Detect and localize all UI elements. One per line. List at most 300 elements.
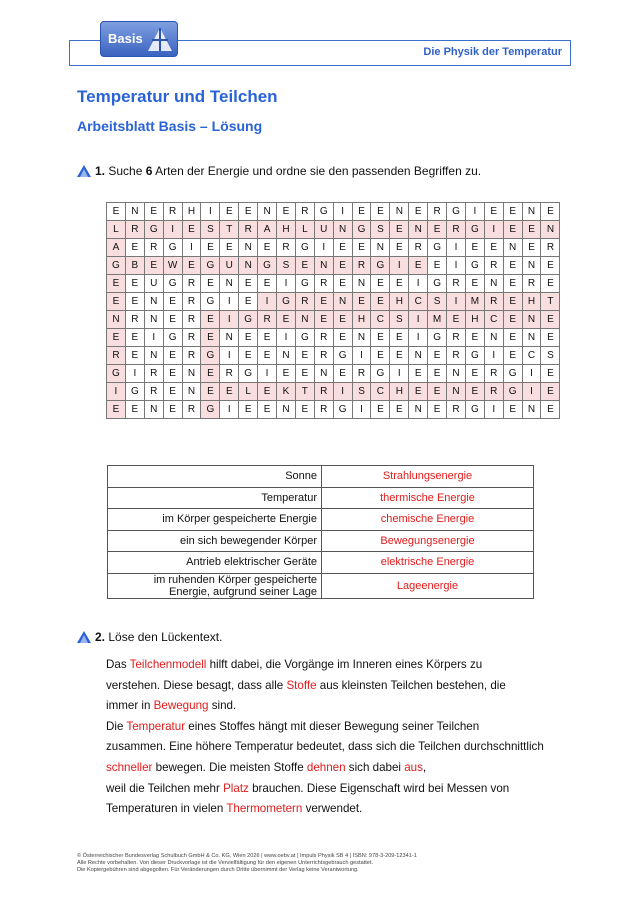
grid-row [107,203,560,221]
grid-cell: E [107,401,126,419]
grid-cell: E [371,275,390,293]
grid-cell: G [277,293,296,311]
cloze-answer: Platz [223,781,249,795]
grid-cell: E [522,221,541,239]
matching-term: Temperatur [108,487,322,509]
grid-cell: G [163,329,182,347]
grid-cell: E [541,365,560,383]
grid-cell: E [144,203,163,221]
grid-cell: E [428,365,447,383]
cloze-text-segment: aus kleinsten Teilchen bestehen, die [316,678,506,692]
grid-row [107,293,560,311]
grid-cell: N [144,293,163,311]
grid-cell: E [239,293,258,311]
grid-cell: E [409,383,428,401]
grid-cell: G [107,257,126,275]
grid-row [107,401,560,419]
grid-cell: I [352,347,371,365]
grid-cell: G [428,275,447,293]
grid-cell: G [465,221,484,239]
grid-cell: E [201,383,220,401]
grid-cell: N [333,293,352,311]
grid-cell: E [428,257,447,275]
grid-cell: I [258,293,277,311]
cloze-answer: Bewegung [153,699,209,713]
grid-cell: E [465,239,484,257]
grid-cell: E [107,293,126,311]
matching-answer: Lageenergie [322,573,534,598]
grid-cell: S [352,383,371,401]
grid-cell: N [371,239,390,257]
grid-cell: E [503,293,522,311]
grid-cell: E [277,311,296,329]
grid-cell: M [428,311,447,329]
grid-cell: E [295,401,314,419]
grid-cell: N [333,221,352,239]
footer-line: Alle Rechte vorbehalten. Von dieser Druckvorlage ist die Vervielfältigung für den eigenen Unterrichtsgebrauch gestattet. [77,860,374,866]
grid-cell: H [352,311,371,329]
cloze-answer: Temperatur [126,719,186,733]
grid-cell: G [163,275,182,293]
grid-cell: C [409,293,428,311]
grid-cell: R [447,401,466,419]
page-subtitle: Arbeitsblatt Basis – Lösung [77,118,263,134]
grid-cell: C [371,383,390,401]
grid-cell: R [258,311,277,329]
grid-cell: I [277,275,296,293]
grid-cell: I [484,221,503,239]
grid-cell: I [484,401,503,419]
grid-cell: E [541,257,560,275]
grid-cell: I [447,257,466,275]
grid-cell: I [220,293,239,311]
grid-cell: N [352,275,371,293]
grid-cell: G [239,311,258,329]
grid-cell: L [239,383,258,401]
footer-line: © Österreichischer Bundesverlag Schulbuch GmbH & Co. KG, Wien 2026 | www.oebv.at | Impuls Physik SB 4 | ISBN: 978-3-209-12341-1 [77,853,417,859]
grid-cell: I [277,329,296,347]
task-triangle-icon [77,631,91,643]
matching-term: im ruhenden Körper gespeicherte Energie, aufgrund seiner Lage [108,573,322,598]
grid-cell: E [239,275,258,293]
grid-cell: G [144,221,163,239]
grid-cell: L [295,221,314,239]
page-title: Temperatur und Teilchen [77,87,278,106]
grid-cell: R [484,383,503,401]
grid-cell: E [182,257,201,275]
grid-cell: E [522,239,541,257]
grid-cell: E [371,203,390,221]
grid-cell: E [163,383,182,401]
grid-cell: E [239,347,258,365]
grid-cell: R [314,275,333,293]
matching-answer: chemische Energie [322,509,534,531]
grid-cell: R [144,383,163,401]
matching-term: Antrieb elektrischer Geräte [108,552,322,574]
grid-cell: E [409,203,428,221]
grid-row [107,383,560,401]
grid-cell: G [333,347,352,365]
grid-cell: N [125,203,144,221]
grid-cell: E [295,365,314,383]
grid-cell: G [465,401,484,419]
basis-logo [100,21,178,57]
grid-cell: E [125,293,144,311]
grid-cell: I [390,257,409,275]
grid-cell: I [201,203,220,221]
grid-cell: I [314,239,333,257]
grid-cell: E [333,329,352,347]
grid-cell: E [125,347,144,365]
grid-cell: I [484,347,503,365]
grid-cell: N [447,365,466,383]
cloze-text-segment: verwendet. [302,802,363,816]
grid-cell: E [333,239,352,257]
cloze-line [106,717,576,738]
cloze-text-segment: weil die Teilchen mehr [106,781,224,795]
grid-cell: E [465,365,484,383]
grid-cell: E [314,311,333,329]
grid-cell: E [447,311,466,329]
grid-cell: R [182,347,201,365]
grid-cell: E [201,239,220,257]
grid-cell: E [125,239,144,257]
grid-cell: E [390,401,409,419]
grid-cell: E [503,329,522,347]
grid-cell: N [220,275,239,293]
grid-cell: E [258,329,277,347]
cloze-answer: aus [404,760,423,774]
grid-cell: E [352,203,371,221]
grid-cell: N [107,311,126,329]
grid-cell: N [409,221,428,239]
grid-cell: T [220,221,239,239]
grid-cell: N [352,329,371,347]
grid-cell: G [163,239,182,257]
grid-cell: N [541,221,560,239]
grid-cell: E [239,401,258,419]
grid-cell: E [371,401,390,419]
grid-cell: E [163,401,182,419]
matching-answer: Strahlungsenergie [322,466,534,488]
grid-cell: I [144,329,163,347]
grid-cell: N [447,383,466,401]
grid-cell: N [503,239,522,257]
grid-cell: R [163,203,182,221]
grid-cell: E [258,383,277,401]
grid-cell: R [182,275,201,293]
grid-cell: S [201,221,220,239]
grid-cell: E [258,275,277,293]
grid-cell: I [125,365,144,383]
grid-cell: I [522,365,541,383]
grid-cell: N [522,203,541,221]
grid-cell: S [541,347,560,365]
grid-cell: E [390,275,409,293]
matching-term: Sonne [108,466,322,488]
grid-cell: E [258,239,277,257]
grid-cell: I [333,383,352,401]
grid-cell: E [333,275,352,293]
cloze-line [106,676,576,697]
grid-cell: E [125,401,144,419]
grid-cell: G [465,347,484,365]
grid-cell: G [201,293,220,311]
grid-cell: G [371,257,390,275]
grid-cell: S [390,311,409,329]
grid-row [107,311,560,329]
matching-row [108,509,534,531]
grid-cell: R [239,221,258,239]
grid-cell: G [428,329,447,347]
grid-cell: E [201,365,220,383]
matching-table [107,465,534,599]
grid-cell: G [352,221,371,239]
matching-row [108,466,534,488]
grid-cell: N [409,347,428,365]
grid-cell: E [484,239,503,257]
grid-cell: N [409,401,428,419]
grid-cell: E [428,383,447,401]
grid-cell: N [314,365,333,383]
grid-cell: G [201,401,220,419]
grid-cell: R [314,329,333,347]
grid-cell: R [277,239,296,257]
grid-cell: E [428,401,447,419]
grid-cell: N [277,401,296,419]
cloze-line [106,799,576,820]
grid-cell: E [144,257,163,275]
grid-cell: A [107,239,126,257]
grid-cell: N [484,275,503,293]
cloze-text-segment: , [422,760,427,774]
cloze-text-segment: brauchen. Diese Eigenschaft wird bei Messen von [248,781,510,795]
grid-cell: E [371,347,390,365]
grid-row [107,257,560,275]
grid-cell: R [125,311,144,329]
grid-cell: R [409,239,428,257]
cloze-text-segment: Das [106,658,130,671]
word-search-grid [106,202,560,419]
grid-cell: I [220,311,239,329]
grid-cell: N [522,329,541,347]
grid-cell: E [314,293,333,311]
grid-row [107,347,560,365]
grid-cell: N [182,365,201,383]
grid-cell: U [144,275,163,293]
grid-cell: E [503,401,522,419]
grid-cell: E [503,221,522,239]
matching-answer: Bewegungsenergie [322,530,534,552]
grid-cell: E [258,401,277,419]
matching-answer: thermische Energie [322,487,534,509]
grid-row [107,239,560,257]
grid-cell: E [484,203,503,221]
grid-cell: R [220,365,239,383]
grid-cell: R [352,257,371,275]
grid-cell: I [107,383,126,401]
cloze-text-segment: eines Stoffes hängt mit dieser Bewegung seiner Teilchen [185,719,480,733]
matching-row [108,573,534,598]
matching-row [108,487,534,509]
grid-cell: E [503,347,522,365]
grid-cell: G [295,329,314,347]
grid-cell: E [409,257,428,275]
cloze-text-segment: hilft dabei, die Vorgänge im Inneren eines Körpers zu [206,658,483,671]
grid-cell: T [295,383,314,401]
task-number: 1. [95,164,106,178]
grid-cell: R [522,275,541,293]
grid-cell: E [125,329,144,347]
grid-cell: E [220,383,239,401]
task-2 [77,630,222,644]
grid-cell: E [503,257,522,275]
grid-cell: E [295,257,314,275]
grid-cell: E [409,365,428,383]
grid-cell: E [163,311,182,329]
grid-cell: U [314,221,333,239]
grid-cell: G [201,257,220,275]
grid-cell: G [503,383,522,401]
task-number: 2. [95,630,106,644]
grid-cell: N [484,329,503,347]
cloze-line [106,737,576,758]
grid-cell: R [144,365,163,383]
grid-cell: R [484,293,503,311]
grid-cell: G [314,203,333,221]
grid-cell: M [465,293,484,311]
grid-cell: E [333,365,352,383]
grid-cell: I [447,293,466,311]
grid-cell: E [390,347,409,365]
grid-cell: N [258,203,277,221]
matching-row [108,530,534,552]
grid-cell: W [163,257,182,275]
grid-cell: E [428,221,447,239]
cloze-line [106,655,576,676]
task-triangle-icon [77,165,91,177]
grid-cell: N [295,311,314,329]
grid-cell: E [220,239,239,257]
grid-cell: I [352,401,371,419]
grid-cell: N [239,239,258,257]
grid-cell: N [314,257,333,275]
grid-cell: E [541,329,560,347]
grid-cell: E [390,221,409,239]
cloze-answer: Stoffe [286,678,317,692]
grid-cell: I [182,239,201,257]
grid-cell: G [201,347,220,365]
grid-cell: R [484,365,503,383]
grid-cell: G [295,275,314,293]
grid-cell: N [144,401,163,419]
cloze-answer: schneller [106,760,153,774]
task-text-after: Arten der Energie und ordne sie den passenden Begriffen zu. [152,164,482,178]
grid-cell: R [295,293,314,311]
grid-cell: E [201,311,220,329]
grid-cell: S [277,257,296,275]
footer-line: Die Kopiergebühren sind abgegolten. Für Veränderungen durch Dritte übernimmt der Verlag keine Verantwortung. [77,867,359,873]
grid-cell: R [447,275,466,293]
grid-cell: E [239,203,258,221]
grid-row [107,221,560,239]
grid-cell: I [258,365,277,383]
matching-answer: elektrische Energie [322,552,534,574]
grid-cell: G [465,257,484,275]
grid-cell: E [107,329,126,347]
grid-cell: R [144,239,163,257]
header-title: Die Physik der Temperatur [423,46,562,58]
footer [77,853,417,874]
cloze-text-segment: zusammen. Eine höhere Temperatur bedeutet, dass sich die Teilchen durchschnittlich [106,740,544,754]
grid-cell: I [390,365,409,383]
grid-cell: R [182,311,201,329]
grid-cell: R [314,401,333,419]
logo-triangle-icon [146,26,174,54]
grid-cell: I [163,221,182,239]
grid-cell: E [182,221,201,239]
grid-cell: N [144,311,163,329]
grid-row [107,329,560,347]
grid-cell: C [371,311,390,329]
matching-row [108,552,534,574]
task-text: Löse den Lückentext. [108,630,223,644]
cloze-text-segment: Die [106,719,127,733]
grid-cell: R [125,221,144,239]
grid-cell: H [182,203,201,221]
grid-cell: T [541,293,560,311]
grid-cell: R [352,365,371,383]
grid-cell: E [390,329,409,347]
grid-cell: N [522,257,541,275]
grid-cell: E [163,365,182,383]
grid-cell: N [277,347,296,365]
grid-cell: C [522,347,541,365]
cloze-text [106,655,576,820]
grid-cell: I [409,311,428,329]
grid-cell: N [522,401,541,419]
grid-cell: R [314,347,333,365]
task-text-before: Suche [108,164,146,178]
grid-cell: I [522,383,541,401]
grid-cell: G [371,365,390,383]
grid-cell: I [409,329,428,347]
cloze-line [106,696,576,717]
grid-cell: E [295,347,314,365]
matching-term: ein sich bewegender Körper [108,530,322,552]
grid-cell: E [465,329,484,347]
grid-cell: R [182,401,201,419]
grid-row [107,365,560,383]
cloze-text-segment: sind. [208,699,237,713]
grid-cell: R [295,203,314,221]
grid-cell: H [277,221,296,239]
grid-cell: E [277,203,296,221]
grid-cell: C [484,311,503,329]
grid-cell: R [447,329,466,347]
grid-cell: E [125,275,144,293]
cloze-answer: Teilchenmodell [129,658,207,671]
grid-cell: N [182,383,201,401]
grid-cell: G [125,383,144,401]
grid-cell: G [447,203,466,221]
grid-cell: E [201,329,220,347]
grid-cell: N [522,311,541,329]
task-count: 6 [145,164,153,178]
grid-cell: G [258,257,277,275]
grid-cell: G [107,365,126,383]
grid-cell: E [277,365,296,383]
